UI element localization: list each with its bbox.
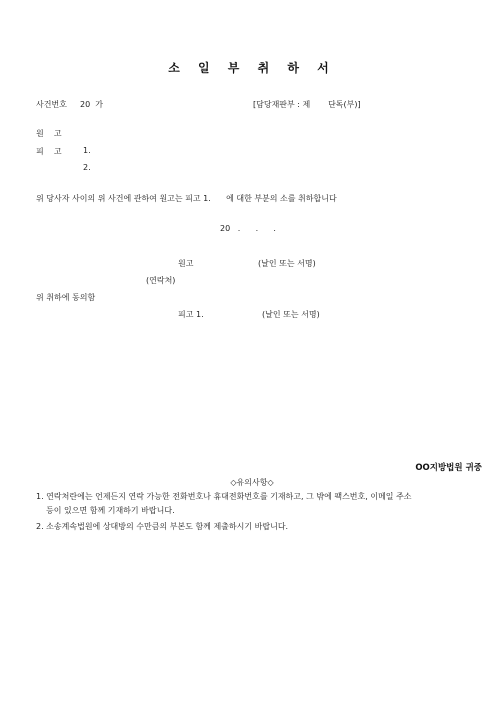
notes-header: ◇유의사항◇ bbox=[230, 478, 274, 487]
body-text: 위 당사자 사이의 위 사건에 관하여 원고는 피고 1. 에 대한 부분의 소를 취하합니다 bbox=[36, 194, 337, 203]
case-number-label: 사건번호 bbox=[36, 100, 67, 109]
plaintiff-label: 원 고 bbox=[36, 129, 62, 138]
note-item-1-continued: 등이 있으면 함께 기재하기 바랍니다. bbox=[46, 506, 175, 515]
sign-plaintiff-label: 원고 bbox=[178, 259, 194, 268]
case-number-value: 20 가 bbox=[80, 100, 103, 109]
court-name: OO지방법원 귀중 bbox=[415, 463, 482, 473]
sign-defendant-seal: (날인 또는 서명) bbox=[262, 310, 320, 319]
date-line: 20 . . . bbox=[220, 224, 276, 233]
document-title: 소 일 부 취 하 서 bbox=[168, 61, 336, 75]
court-division: [담당재판부 : 제 단독(부)] bbox=[253, 100, 361, 109]
sign-plaintiff-seal: (날인 또는 서명) bbox=[258, 259, 316, 268]
consent-text: 위 취하에 동의함 bbox=[36, 293, 96, 302]
note-item-1: 1. 연락처란에는 언제든지 연락 가능한 전화번호나 휴대전화번호를 기재하고, 그 밖에 팩스번호, 이메일 주소 bbox=[36, 492, 412, 501]
defendant-label: 피 고 bbox=[36, 147, 62, 156]
sign-defendant-label: 피고 1. bbox=[178, 310, 204, 319]
defendant-item-1: 1. bbox=[83, 146, 91, 155]
contact-label: (연락처) bbox=[146, 276, 176, 285]
note-item-2: 2. 소송계속법원에 상대방의 수만큼의 부본도 함께 제출하시기 바랍니다. bbox=[36, 522, 289, 531]
defendant-item-2: 2. bbox=[83, 163, 91, 172]
